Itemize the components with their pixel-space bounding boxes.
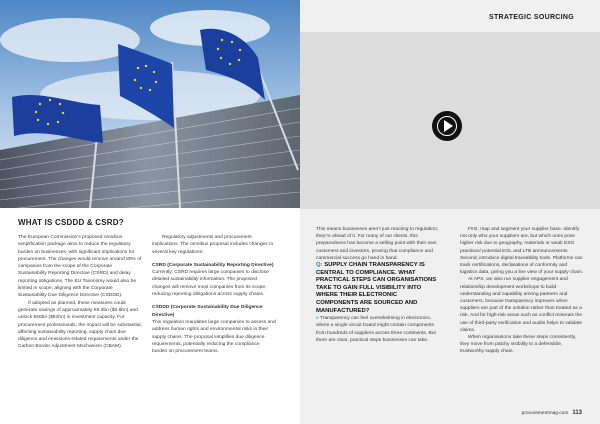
paragraph: When organisations take these steps consistently, they move from patchy visibility to a defensible, trustworthy supply chain. — [460, 335, 577, 355]
question-marker: Q: — [316, 262, 323, 269]
play-button[interactable] — [432, 111, 462, 141]
section-label: STRATEGIC SOURCING — [489, 14, 574, 21]
subheading-csrd: CSRD (Corporate Sustainability Reporting Directive) — [152, 262, 274, 268]
answer-marker: » — [316, 316, 319, 322]
question-callout — [316, 262, 440, 315]
right-column-2 — [460, 226, 584, 356]
subheading-csddd: CSDDD (Corporate Sustainability Due Diligence Directive) — [152, 305, 263, 318]
left-column-1 — [18, 234, 142, 351]
paragraph: This means businesses aren’t just reacting to regulation; they’re ahead of it. For many of our clients, this preparedness has become a selling point with their own customers and investors, proving that compliance and commercial success go hand in hand. — [316, 227, 439, 261]
play-icon — [444, 120, 453, 132]
eu-flags-photo — [0, 0, 300, 208]
article-heading: WHAT IS CSDDD & CSRD? — [18, 218, 124, 227]
paragraph: Regulatory adjustments and procurement implications. The omnibus proposal includes changes to several key regulations: — [152, 235, 274, 255]
page-footer — [522, 410, 582, 416]
paragraph: First, map and segment your supplier base. Identify not only who your suppliers are, but which ones pose higher risk due to geography, materials or weak ESG practices/ potential EOL and LTB announcements. Second, introduce digital traceability tools. Platforms can track certifications, declarations of conformity and logistics data, giving you a live view of your supply chain. — [460, 227, 584, 276]
site-url[interactable]: procurementmag.com — [521, 411, 569, 416]
left-column-2 — [152, 234, 276, 355]
paragraph: At APS, we also run supplier engagement and relationship development workshops to build understanding and capability among partners and customers, because transparency improves when suppliers are part of the solution rather than treated as a risk. And for high-risk areas such as conflict minerals the use of third-party verification and audits helps to validate claims. — [460, 277, 583, 333]
right-column-1 — [316, 226, 440, 344]
right-page — [300, 0, 600, 424]
paragraph: This regulation mandates large companies to assess and address human rights and environmental risks in their supply chains. The proposal simplifies due diligence requirements, potentially reducing the compliance burden on procurement teams. — [152, 319, 276, 355]
page-number: 113 — [572, 410, 582, 416]
paragraph: The European Commission’s proposed omnibus simplification package aims to reduce the regulatory burden on businesses, with significant implications for procurement. The changes would remove around 80% of companies from the scope of the Corporate Sustainability Reporting Directive (CSRD) and delay reporting obligations. The EU Taxonomy would also be limited in scope, aligning with the Corporate Sustainability Due Diligence Directive (CSDDD). — [18, 235, 142, 299]
paragraph: If adopted as planned, these measures could generate savings of approximately €6.3bn ($6.6bn) and unlock €50bn ($52bn) in investment capacity. For procurement professionals, the impact will be substantial, affecting sustainability reporting, supply chain due diligence and emissions-related requirements under the Carbon Border Adjustment Mechanism (CBAM). — [18, 300, 142, 350]
answer-paragraph — [316, 315, 440, 344]
answer-text: Transparency can feel overwhelming in electronics, where a single circuit board might contain components from hundreds of suppliers across three continents. But there are clear, practical steps businesses can take. — [316, 316, 436, 343]
paragraph: Currently, CSRD requires large companies to disclose detailed sustainability information. The proposed changes will remove most companies from its scope, reducing reporting obligations across supply chains. — [152, 270, 269, 298]
question-text: SUPPLY CHAIN TRANSPARENCY IS CENTRAL TO COMPLIANCE. WHAT PRACTICAL STEPS CAN ORGANISATIONS TAKE TO GAIN FULL VISIBILITY INTO WHERE THEIR ELECTRONIC COMPONENTS ARE SOURCED AND MANUFACTURED? — [316, 262, 437, 314]
